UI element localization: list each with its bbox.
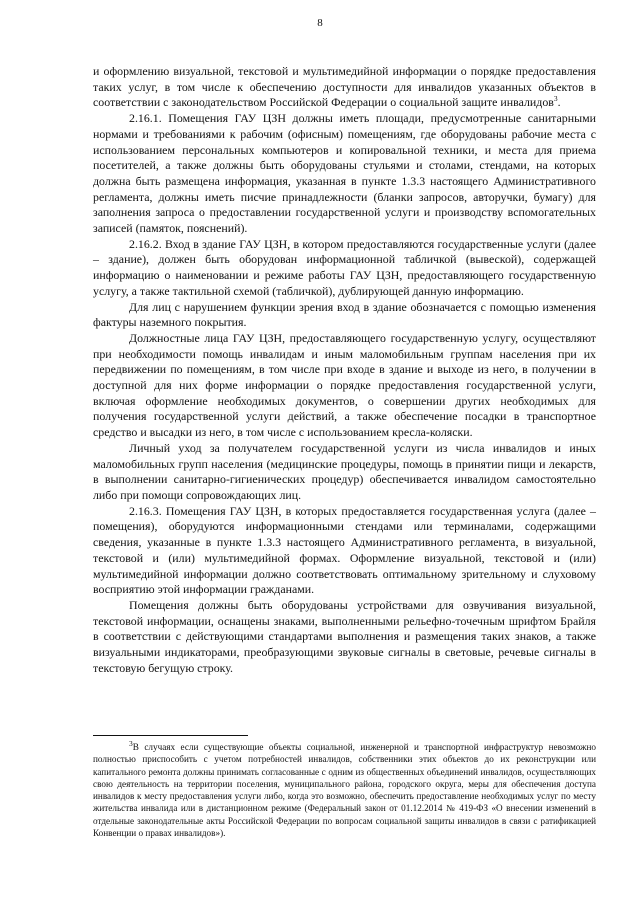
paragraph-end-punctuation: . [557,95,561,110]
footnote-reference: 3 [553,94,558,104]
paragraph-officials-assistance: Должностные лица ГАУ ЦЗН, предоставляющего государственную услугу, осуществляют при необходимости помощь инвалидам и иным маломобильным группам населения при их передвижении по помещениям, в том числе при входе в здание и выходе из него, в получении в доступной для них форме информации о порядке предоставления государственной услуги, включая оформление необходимых документов, о совершении других необходимых для получения государственной услуги действий, а также обеспечение посадки в транспортное средство и высадки из него, в том числе с использованием кресла-коляски. [93,330,596,440]
footnote-body: В случаях если существующие объекты социальной, инженерной и транспортной инфраструктур невозможно полностью приспособить с учетом потребностей инвалидов, собственники этих объектов до их реконструкции или капитального ремонта должны принимать согласованные с одним из общественных объединений инвалидов, осуществляющих свою деятельность на территории поселения, муниципального района, городского округа, меры для обеспечения доступа инвалидов к месту предоставления услуги либо, когда это возможно, обеспечить предоставление необходимых услуг по месту жительства инвалида или в дистанционном режиме (Федеральный закон от 01.12.2014 № 419-ФЗ «О внесении изменений в отдельные законодательные акты Российской Федерации по вопросам социальной защиты инвалидов в связи с ратификацией Конвенции о правах инвалидов»). [93,742,596,839]
paragraph-personal-care: Личный уход за получателем государственной услуги из числа инвалидов и иных маломобильных групп населения (медицинские процедуры, помощь в принятии пищи и лекарств, в выполнении санитарно-гигиенических процедур) обеспечивается инвалидом самостоятельно либо при помощи сопровождающих лиц. [93,440,596,502]
paragraph-2-16-1: 2.16.1. Помещения ГАУ ЦЗН должны иметь площади, предусмотренные санитарными нормами и требованиями к рабочим (офисным) помещениям, где оборудованы рабочие места с использованием персональных компьютеров и копировальной техники, и места для приема посетителей, а также должны быть оборудованы стульями и столами, стендами, на которых должна быть размещена информация, указанная в пункте 1.3.3 настоящего Административного регламента, должны иметь писчие принадлежности (бланки запросов, авторучки, бумагу) для заполнения запроса о предоставлении государственной услуги и производству вспомогательных записей (памяток, пояснений). [93,111,596,236]
document-body [93,64,596,676]
footnote-text [93,738,596,839]
footnote [93,738,596,839]
paragraph-equipment: Помещения должны быть оборудованы устройствами для озвучивания визуальной, текстовой информации, оснащены знаками, выполненными рельефно-точечным шрифтом Брайля в соответствии с действующими стандартами выполнения и размещения таких знаков, а также визуальными индикаторами, преобразующими звуковые сигналы в световые, речевые сигналы в текстовую бегущую строку. [93,597,596,675]
paragraph-visual-impairment: Для лиц с нарушением функции зрения вход в здание обозначается с помощью изменения фактуры наземного покрытия. [93,299,596,330]
paragraph-2-16-3: 2.16.3. Помещения ГАУ ЦЗН, в которых предоставляется государственная услуга (далее – помещения), оборудуются информационными стендами или терминалами, содержащими сведения, указанные в пункте 1.3.3 настоящего Административного регламента, в визуальной, текстовой и (или) мультимедийной формах. Оформление визуальной, текстовой и (или) мультимедийной информации должно соответствовать оптимальному зрительному и слуховому восприятию этой информации гражданами. [93,503,596,597]
footnote-marker: 3 [129,738,133,748]
footnote-separator [93,735,248,736]
paragraph-text: и оформлению визуальной, текстовой и мультимедийной информации о порядке предоставления таких услуг, в том числе к обеспечению доступности для инвалидов указанных объектов в соответствии с законодательством Российской Федерации о социальной защите инвалидов [93,64,596,110]
page-number: 8 [317,17,323,29]
paragraph-continuation [93,64,596,111]
paragraph-2-16-2: 2.16.2. Вход в здание ГАУ ЦЗН, в котором предоставляются государственные услуги (далее – здание), должен быть оборудован информационной табличкой (вывеской), содержащей информацию о наименовании и режиме работы ГАУ ЦЗН, предоставляющего государственную услугу, а также тактильной схемой (табличкой), дублирующей данную информацию. [93,236,596,298]
